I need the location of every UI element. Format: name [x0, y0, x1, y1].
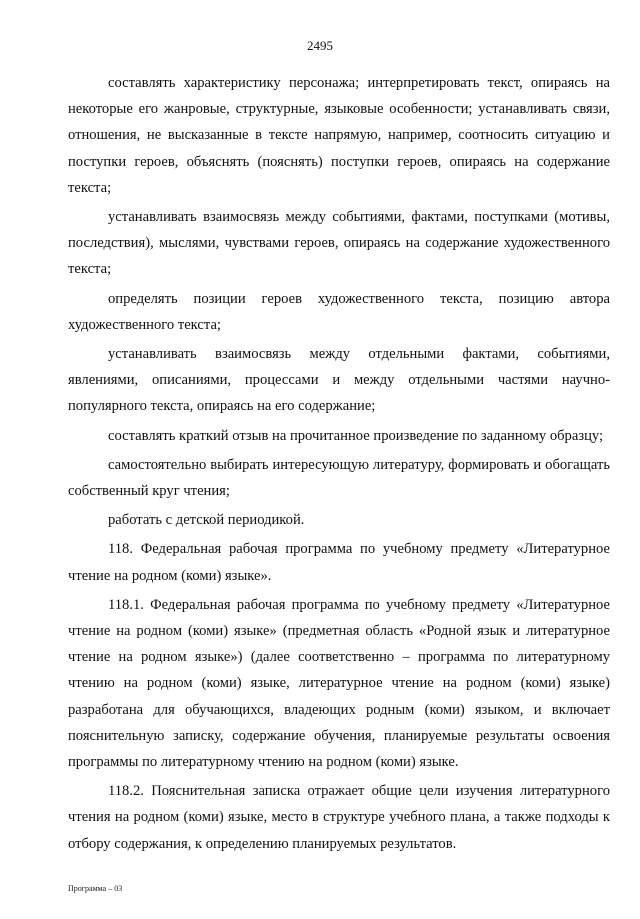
- paragraph: работать с детской периодикой.: [108, 512, 305, 529]
- paragraph: 118.2. Пояснительная записка отражает общие цели изучения литературного чтения на родном (коми) языке, место в структуре учебного плана, а также подходы к отбору содержания, к определению планируемых результатов.: [68, 783, 610, 852]
- paragraph: 118.1. Федеральная рабочая программа по учебному предмету «Литературное чтение на родном (коми) языке» (предметная область «Родной язык и литературное чтение на родном языке») (далее соответственно – программа по литературному чтению на родном (коми) языке, литературное чтение на родном (коми) языке) разработана для обучающихся, владеющих родным (коми) языком, и включает пояснительную записку, содержание обучения, планируемые результаты освоения программы по литературному чтению на родном (коми) языке.: [68, 596, 610, 771]
- page-number: 2495: [307, 38, 333, 53]
- paragraph: устанавливать взаимосвязь между отдельными фактами, событиями, явлениями, описаниями, процессами и между отдельными частями научно-популярного текста, опираясь на его содержание;: [68, 346, 610, 415]
- footer-label: Программа – 03: [68, 884, 123, 893]
- paragraph: самостоятельно выбирать интересующую литературу, формировать и обогащать собственный круг чтения;: [68, 456, 610, 500]
- paragraph: 118. Федеральная рабочая программа по учебному предмету «Литературное чтение на родном (коми) языке».: [68, 541, 610, 584]
- paragraph: устанавливать взаимосвязь между событиями, фактами, поступками (мотивы, последствия), мыслями, чувствами героев, опираясь на содержание художественного текста;: [68, 209, 610, 278]
- paragraph: определять позиции героев художественного текста, позицию автора художественного текста;: [68, 290, 610, 333]
- paragraph: составлять краткий отзыв на прочитанное произведение по заданному образцу;: [108, 427, 604, 444]
- body-text: [68, 70, 610, 857]
- paragraph: составлять характеристику персонажа; интерпретировать текст, опираясь на некоторые его жанровые, структурные, языковые особенности; устанавливать связи, отношения, не высказанные в тексте напрямую, например, соотносить ситуацию и поступки героев, объяснять (пояснять) поступки героев, опираясь на содержание текста;: [68, 75, 610, 196]
